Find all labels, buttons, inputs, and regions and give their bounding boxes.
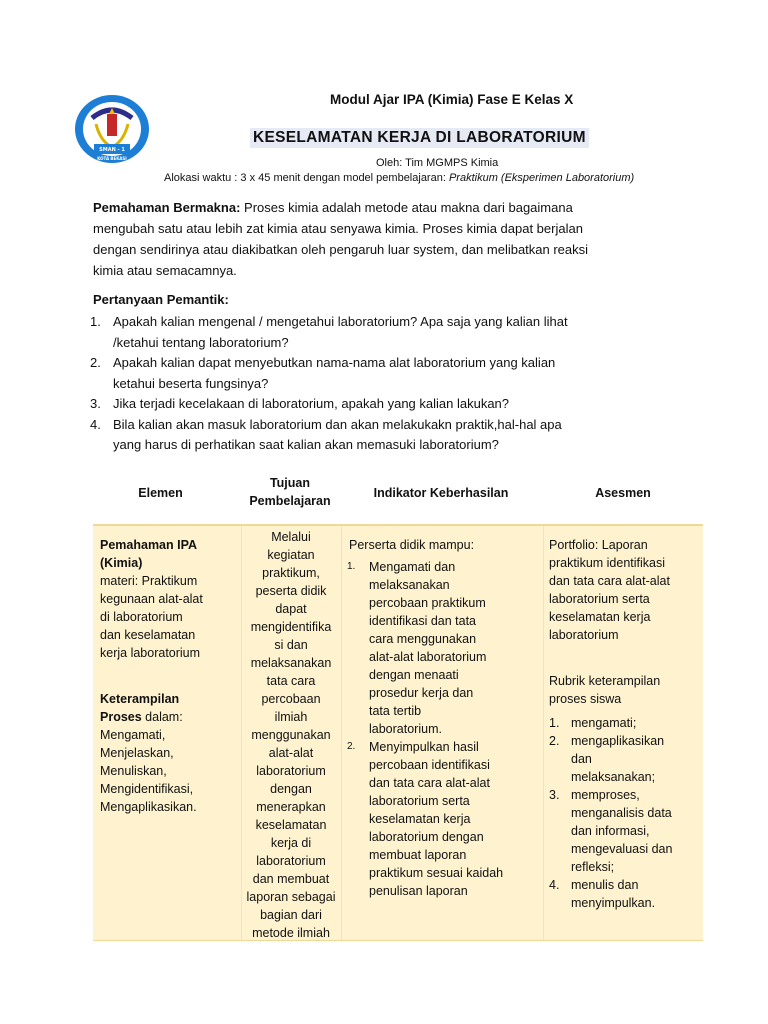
tujuan-line: laporan sebagai	[246, 890, 336, 904]
tujuan-line: dan membuat	[252, 872, 330, 886]
logo-label: SMAN - 1	[99, 147, 125, 153]
header-tujuan-line: Pembelajaran	[249, 494, 331, 508]
indikator-line: laboratorium dengan	[369, 830, 484, 844]
tujuan-line: praktikum,	[262, 566, 320, 580]
list-item	[549, 876, 699, 912]
indikator-list	[343, 558, 503, 900]
list-number: 4.	[90, 416, 101, 432]
question-text: /ketahui tentang laboratorium?	[113, 334, 289, 350]
asesmen-line: laboratorium	[549, 628, 619, 642]
list-item	[90, 312, 650, 353]
rubric-line: menyimpulkan.	[571, 896, 656, 910]
indikator-line: laboratorium serta	[369, 794, 470, 808]
cell-tujuan	[245, 526, 337, 940]
header-tujuan-line: Tujuan	[269, 476, 311, 490]
asesmen-line: dan tata cara alat-alat	[549, 574, 670, 588]
cell-asesmen	[545, 526, 697, 940]
asesmen-portfolio	[549, 536, 699, 644]
list-number: 2.	[347, 741, 356, 752]
elemen-understanding	[100, 536, 242, 662]
elemen-text: kegunaan alat-alat	[100, 592, 203, 606]
list-item	[343, 738, 503, 900]
header-asesmen: Asesmen	[595, 486, 651, 500]
rubric-line: dan	[571, 752, 592, 766]
asesmen-line: laboratorium serta	[549, 592, 650, 606]
header-elemen: Elemen	[138, 486, 183, 500]
tujuan-line: Melalui	[271, 530, 311, 544]
page-title: KESELAMATAN KERJA DI LABORATORIUM	[250, 128, 589, 148]
question-text: Jika terjadi kecelakaan di laboratorium, apakah yang kalian lakukan?	[113, 396, 510, 411]
tujuan-line: menerapkan	[256, 800, 326, 814]
column-divider	[341, 526, 342, 940]
meaning-line: Proses kimia adalah metode atau makna dari bagaimana	[240, 200, 573, 215]
tujuan-line: ilmiah	[274, 710, 308, 724]
indikator-line: prosedur kerja dan	[369, 686, 474, 700]
table-header	[93, 472, 703, 522]
list-number: 1.	[90, 314, 101, 329]
rubric-line: mengevaluasi dan	[571, 842, 673, 856]
header-indikator: Indikator Keberhasilan	[373, 486, 509, 500]
list-number: 3.	[90, 396, 101, 411]
asesmen-rubric-title	[549, 672, 699, 708]
tujuan-line: alat-alat	[268, 746, 314, 760]
list-item	[549, 786, 699, 876]
questions-list	[90, 312, 650, 456]
school-logo	[74, 94, 150, 164]
elemen-text: Mengidentifikasi,	[100, 782, 194, 796]
elemen-text: dalam:	[141, 710, 183, 724]
indikator-line: Menyimpulkan hasil	[369, 740, 479, 754]
meaning-line: kimia atau semacamnya.	[93, 263, 237, 278]
indikator-line: dan tata cara alat-alat	[369, 776, 490, 790]
time-model: Praktikum (Eksperimen Laboratorium)	[448, 172, 635, 184]
list-item	[549, 732, 699, 786]
asesmen-line: Rubrik keterampilan	[549, 674, 661, 688]
meaning-line: mengubah satu atau lebih zat kimia atau senyawa kimia. Proses kimia dapat berjalan	[93, 221, 583, 236]
rubric-list	[549, 714, 699, 912]
tujuan-line: dapat	[275, 602, 307, 616]
questions-title: Pertanyaan Pemantik:	[93, 292, 229, 307]
question-text: yang harus di perhatikan saat kalian akan memasuki laboratorium?	[113, 437, 499, 452]
list-number: 2.	[90, 355, 101, 370]
question-text: Apakah kalian dapat menyebutkan nama-nama alat laboratorium yang kalian	[113, 355, 556, 370]
indikator-line: melaksanakan	[369, 578, 450, 592]
tujuan-line: kegiatan	[267, 548, 315, 562]
elemen-heading: Pemahaman IPA	[100, 538, 198, 552]
elemen-heading: Proses	[100, 710, 142, 724]
table-body	[93, 524, 703, 941]
question-text: ketahui beserta fungsinya?	[113, 375, 269, 391]
indikator-line: laboratorium.	[369, 722, 442, 736]
elemen-heading: (Kimia)	[100, 556, 143, 570]
question-text: Apakah kalian mengenal / mengetahui laboratorium? Apa saja yang kalian lihat	[113, 314, 568, 329]
tujuan-line: kerja di	[270, 836, 312, 850]
list-item	[90, 394, 650, 415]
list-number: 4.	[549, 878, 560, 892]
elemen-text: Menjelaskan,	[100, 746, 174, 760]
elemen-heading: Keterampilan	[100, 692, 180, 706]
list-number: 2.	[549, 734, 560, 748]
list-number: 1.	[347, 561, 356, 572]
tujuan-line: peserta didik	[255, 584, 327, 598]
indikator-line: membuat laporan	[369, 848, 467, 862]
rubric-line: melaksanakan;	[571, 770, 656, 784]
asesmen-line: praktikum identifikasi	[549, 556, 666, 570]
rubric-line: mengamati;	[571, 716, 637, 730]
rubric-line: memproses,	[571, 788, 640, 802]
rubric-line: dan informasi,	[571, 824, 650, 838]
column-divider	[543, 526, 544, 940]
asesmen-line: Portfolio: Laporan	[549, 538, 648, 552]
tujuan-line: laboratorium	[256, 854, 326, 868]
list-number: 1.	[549, 716, 560, 730]
indikator-line: identifikasi dan tata	[369, 614, 477, 628]
school-emblem-icon	[74, 94, 150, 164]
module-title: Modul Ajar IPA (Kimia) Fase E Kelas X	[330, 92, 574, 107]
tujuan-line: bagian dari	[260, 908, 322, 922]
author-line: Oleh: Tim MGMPS Kimia	[376, 157, 499, 169]
elemen-text: di laboratorium	[100, 610, 183, 624]
indikator-line: penulisan laporan	[369, 884, 468, 898]
list-item	[90, 415, 650, 456]
list-item	[90, 353, 650, 394]
tujuan-text	[245, 528, 337, 942]
indikator-line: cara menggunakan	[369, 632, 477, 646]
elemen-text: Mengamati,	[100, 728, 166, 742]
meaning-label: Pemahaman Bermakna:	[93, 200, 241, 215]
logo-sublabel: KOTA BEKASI	[97, 156, 127, 161]
list-number: 3.	[549, 788, 560, 802]
elemen-text: materi: Praktikum	[100, 574, 198, 588]
tujuan-line: mengidentifika	[250, 620, 332, 634]
elemen-text: dan keselamatan	[100, 628, 196, 642]
tujuan-line: keselamatan	[255, 818, 327, 832]
elemen-text: kerja laboratorium	[100, 646, 201, 660]
indikator-line: tata tertib	[369, 704, 422, 718]
cell-indikator	[343, 526, 539, 940]
tujuan-line: si dan	[274, 638, 308, 652]
indikator-line: praktikum sesuai kaidah	[369, 866, 504, 880]
indikator-line: alat-alat laboratorium	[369, 650, 487, 664]
time-allocation	[164, 172, 634, 184]
elemen-text: Menuliskan,	[100, 764, 167, 778]
indikator-heading: Perserta didik mampu:	[349, 538, 475, 552]
asesmen-line: proses siswa	[549, 692, 622, 706]
indikator-line: dengan menaati	[369, 668, 459, 682]
time-prefix: Alokasi waktu : 3 x 45 menit dengan model pembelajaran:	[164, 172, 449, 184]
tujuan-line: laboratorium	[256, 764, 326, 778]
indikator-line: keselamatan kerja	[369, 812, 471, 826]
tujuan-line: melaksanakan	[250, 656, 332, 670]
indikator-line: percobaan identifikasi	[369, 758, 490, 772]
rubric-line: menulis dan	[571, 878, 639, 892]
tujuan-line: percobaan	[261, 692, 321, 706]
list-item	[343, 558, 503, 738]
header-tujuan	[233, 474, 347, 510]
list-item	[549, 714, 699, 732]
cell-elemen	[93, 526, 241, 940]
rubric-line: mengaplikasikan	[571, 734, 665, 748]
indikator-line: Mengamati dan	[369, 560, 456, 574]
meaning-line: dengan sendirinya atau diakibatkan oleh pengaruh luar system, dan melibatkan reaksi	[93, 242, 589, 257]
tujuan-line: menggunakan	[251, 728, 331, 742]
elemen-skills	[100, 690, 242, 816]
question-text: Bila kalian akan masuk laboratorium dan akan melakukakn praktik,hal-hal apa	[113, 416, 562, 432]
indikator-line: percobaan praktikum	[369, 596, 486, 610]
elemen-text: Mengaplikasikan.	[100, 800, 197, 814]
asesmen-line: keselamatan kerja	[549, 610, 651, 624]
tujuan-line: metode ilmiah	[252, 926, 330, 940]
tujuan-line: tata cara	[266, 674, 316, 688]
meaningful-understanding	[93, 197, 653, 281]
rubric-line: refleksi;	[571, 860, 615, 874]
rubric-line: menganalisis data	[571, 806, 672, 820]
tujuan-line: dengan	[270, 782, 312, 796]
